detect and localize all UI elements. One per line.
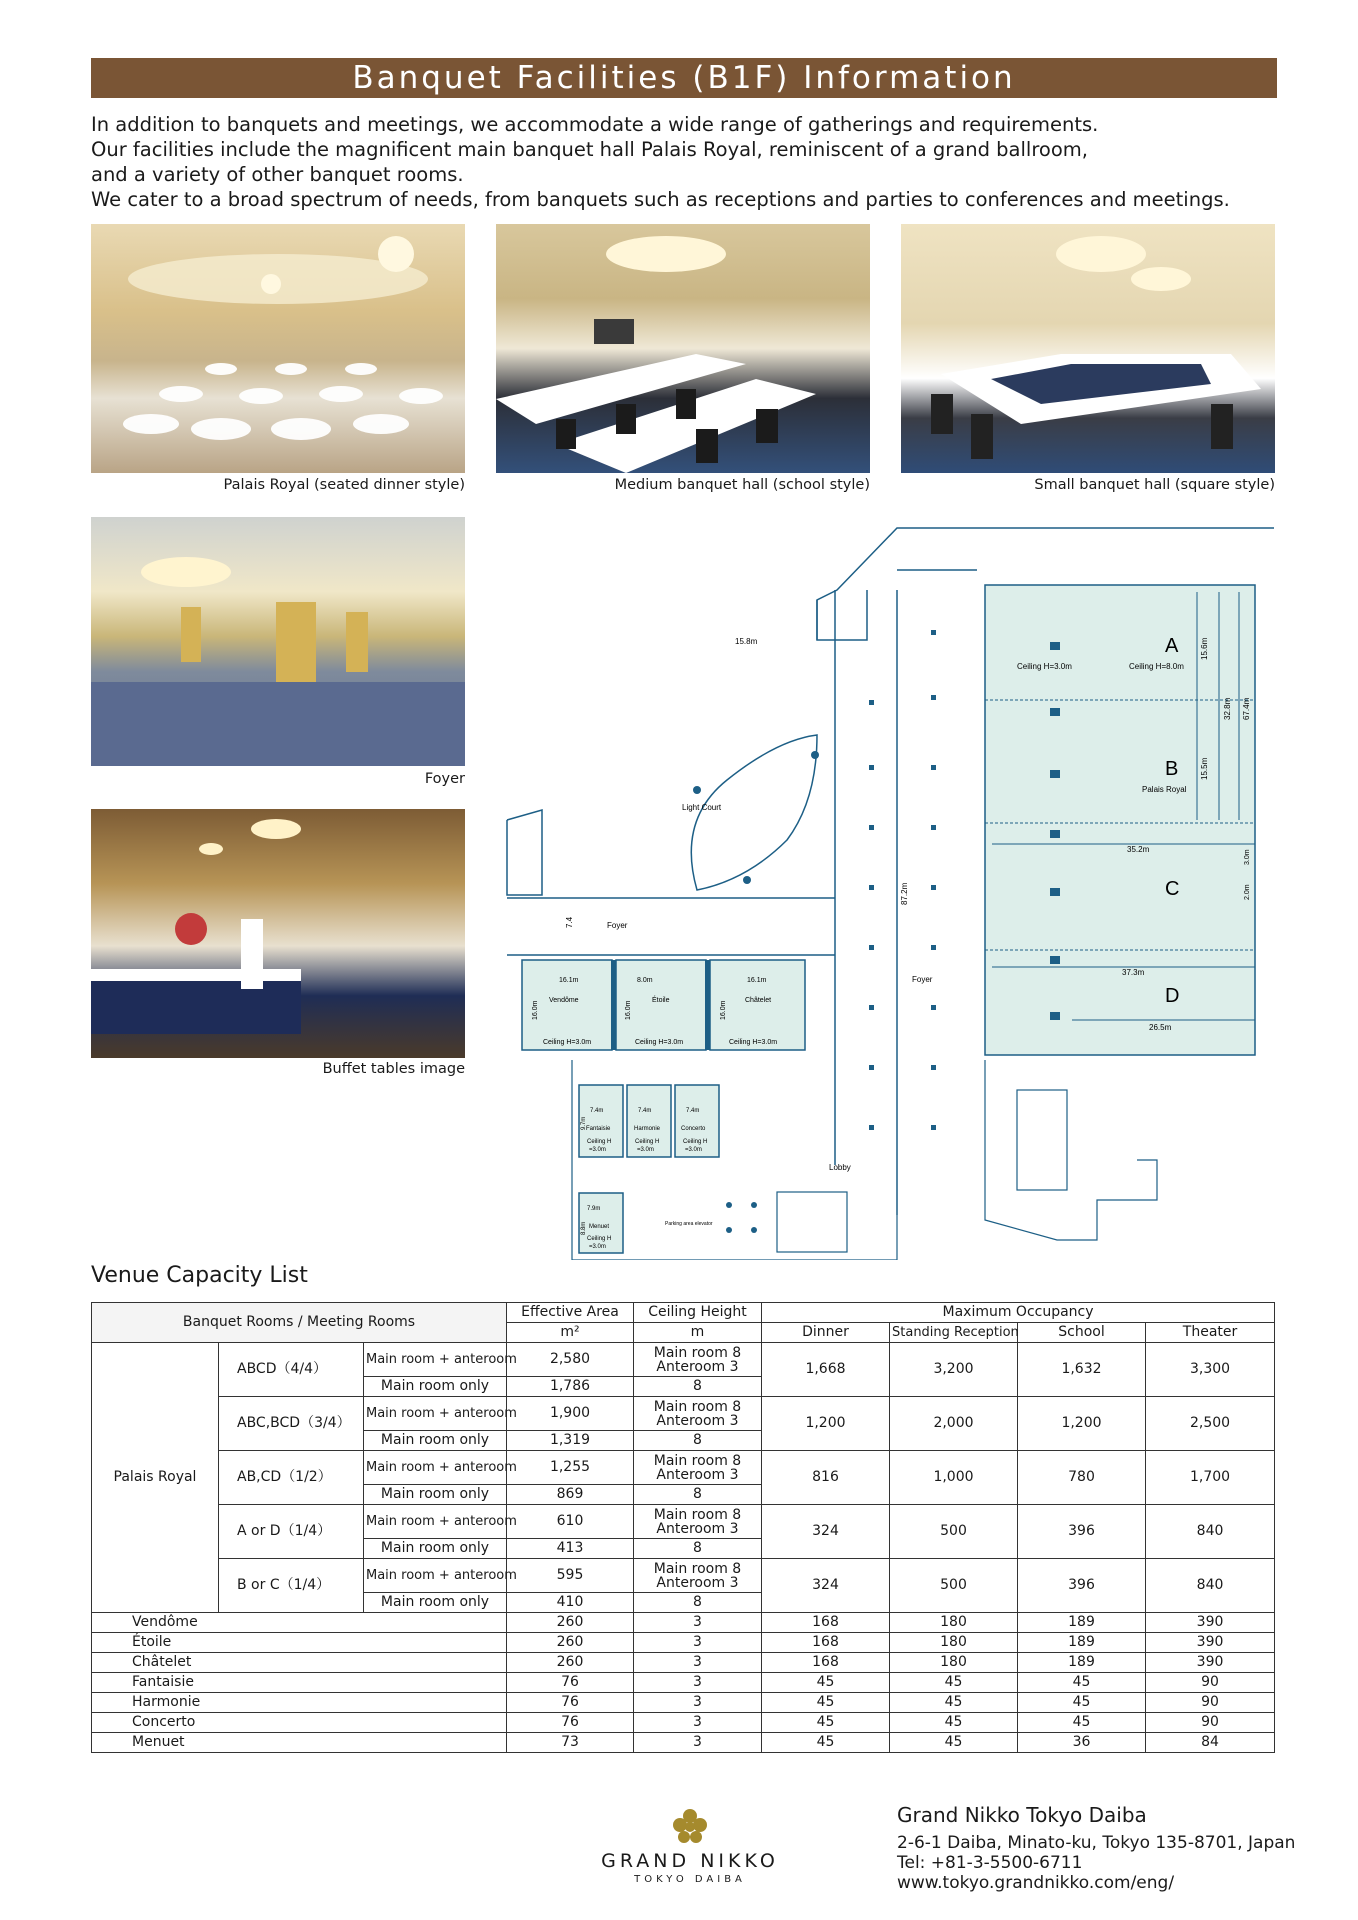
room-school: 45	[1018, 1673, 1146, 1693]
theater-cell: 1,700	[1146, 1451, 1275, 1505]
main-plus-anteroom: Main room + anteroom	[364, 1505, 507, 1539]
standing-cell: 3,200	[890, 1343, 1018, 1397]
chatelet-ceiling: Ceiling H=3.0m	[729, 1039, 778, 1046]
intro-line: and a variety of other banquet rooms.	[91, 163, 464, 186]
height-main-line: Main room 8	[653, 1560, 742, 1577]
intro-line: In addition to banquets and meetings, we accommodate a wide range of gatherings and requirements.	[91, 113, 1099, 136]
room-dinner: 168	[762, 1633, 890, 1653]
room-theater: 84	[1146, 1733, 1275, 1753]
main-room-only: Main room only	[364, 1431, 507, 1451]
lobby-label: Lobby	[829, 1163, 851, 1172]
area-with-anteroom: 610	[507, 1505, 634, 1539]
hotel-website-link[interactable]: www.tokyo.grandnikko.com/eng/	[897, 1873, 1175, 1893]
chatelet-label: Châtelet	[745, 997, 772, 1004]
etoile-depth: 16.0m	[625, 1000, 632, 1020]
room-dinner: 45	[762, 1673, 890, 1693]
room-school: 45	[1018, 1693, 1146, 1713]
standing-cell: 2,000	[890, 1397, 1018, 1451]
height-with-anteroom	[634, 1451, 762, 1485]
intro-text	[91, 112, 1291, 212]
room-area: 76	[507, 1673, 634, 1693]
room-theater: 90	[1146, 1673, 1275, 1693]
room-height: 3	[634, 1653, 762, 1673]
dinner-cell: 324	[762, 1559, 890, 1613]
table-row	[92, 1343, 1275, 1377]
room-standing: 180	[890, 1653, 1018, 1673]
height-with-anteroom	[634, 1505, 762, 1539]
medium-hall-caption: Medium banquet hall (school style)	[614, 477, 870, 493]
menuet-dim: 7.9m	[587, 1206, 601, 1212]
floor-plan	[497, 520, 1277, 1260]
concerto-ceiling: Ceiling H	[683, 1139, 708, 1145]
room-name: Harmonie	[92, 1693, 507, 1713]
dim-32-8: 32.8m	[1223, 697, 1232, 720]
light-court-label: Light Court	[682, 803, 722, 812]
palais-royal-caption: Palais Royal (seated dinner style)	[223, 477, 465, 493]
palais-config: AB,CD（1/2）	[219, 1451, 364, 1505]
room-height: 3	[634, 1713, 762, 1733]
area-unit: m²	[507, 1323, 634, 1343]
school-cell: 396	[1018, 1559, 1146, 1613]
dinner-cell: 324	[762, 1505, 890, 1559]
area-with-anteroom: 1,255	[507, 1451, 634, 1485]
room-theater: 390	[1146, 1653, 1275, 1673]
room-height: 3	[634, 1733, 762, 1753]
light-court-outline	[691, 735, 817, 890]
room-theater: 90	[1146, 1713, 1275, 1733]
foyer-right-label: Foyer	[912, 975, 933, 984]
room-name: Vendôme	[92, 1613, 507, 1633]
room-c-label: C	[1165, 878, 1180, 900]
height-with-anteroom	[634, 1397, 762, 1431]
height-ante-line: Anteroom 3	[656, 1412, 739, 1429]
room-area: 76	[507, 1713, 634, 1733]
dim-15-6: 15.6m	[1200, 637, 1209, 660]
vendome-depth: 16.0m	[532, 1000, 539, 1020]
foyer-photo	[91, 517, 465, 766]
vendome-dim: 16.1m	[559, 977, 579, 984]
table-row	[92, 1733, 1275, 1753]
area-with-anteroom: 1,900	[507, 1397, 634, 1431]
dinner-cell: 1,668	[762, 1343, 890, 1397]
buffet-photo	[91, 809, 465, 1058]
theater-cell: 2,500	[1146, 1397, 1275, 1451]
area-main-only: 410	[507, 1593, 634, 1613]
room-theater: 390	[1146, 1613, 1275, 1633]
height-main-line: Main room 8	[653, 1506, 742, 1523]
dim-3-0: 3.0m	[1244, 849, 1251, 865]
table-row	[92, 1653, 1275, 1673]
height-with-anteroom	[634, 1343, 762, 1377]
height-main-line: Main room 8	[653, 1452, 742, 1469]
concerto-dim: 7.4m	[686, 1108, 700, 1114]
room-height: 3	[634, 1693, 762, 1713]
room-school: 189	[1018, 1613, 1146, 1633]
dim-26-5: 26.5m	[1149, 1023, 1172, 1032]
hotel-address: 2-6-1 Daiba, Minato-ku, Tokyo 135-8701, Japan	[897, 1833, 1296, 1853]
area-main-only: 869	[507, 1485, 634, 1505]
harmonie-label: Harmonie	[634, 1126, 661, 1132]
dim-67-4: 67.4m	[1242, 697, 1251, 720]
page-title: Banquet Facilities (B1F) Information	[91, 58, 1277, 98]
room-area: 260	[507, 1633, 634, 1653]
room-school: 189	[1018, 1633, 1146, 1653]
intro-line: We cater to a broad spectrum of needs, from banquets such as receptions and parties to conferences and meetings.	[91, 188, 1230, 211]
palais-config: ABC,BCD（3/4）	[219, 1397, 364, 1451]
palais-config: A or D（1/4）	[219, 1505, 364, 1559]
dinner-cell: 1,200	[762, 1397, 890, 1451]
menuet-label: Menuet	[589, 1224, 610, 1230]
vendome-ceiling: Ceiling H=3.0m	[543, 1039, 592, 1046]
room-name: Fantaisie	[92, 1673, 507, 1693]
theater-header: Theater	[1146, 1323, 1275, 1343]
palais-royal-name: Palais Royal	[92, 1343, 219, 1613]
height-ante-line: Anteroom 3	[656, 1358, 739, 1375]
room-a-label: A	[1165, 635, 1179, 657]
height-ante-line: Anteroom 3	[656, 1466, 739, 1483]
vendome-label: Vendôme	[549, 997, 579, 1004]
room-standing: 180	[890, 1613, 1018, 1633]
dim-15-8: 15.8m	[735, 637, 758, 646]
theater-cell: 840	[1146, 1559, 1275, 1613]
concerto-label: Concerto	[681, 1126, 706, 1132]
room-area: 76	[507, 1693, 634, 1713]
height-ante-line: Anteroom 3	[656, 1574, 739, 1591]
room-school: 45	[1018, 1713, 1146, 1733]
flower-logo-icon	[670, 1808, 710, 1844]
chatelet-depth: 16.0m	[720, 1000, 727, 1020]
standing-cell: 500	[890, 1505, 1018, 1559]
table-row	[92, 1713, 1275, 1733]
foyer-left-label: Foyer	[607, 921, 628, 930]
room-school: 36	[1018, 1733, 1146, 1753]
main-room-only: Main room only	[364, 1485, 507, 1505]
dim-35-2: 35.2m	[1127, 845, 1150, 854]
intro-line: Our facilities include the magnificent main banquet hall Palais Royal, reminiscent of a grand ballroom,	[91, 138, 1088, 161]
chatelet-dim: 16.1m	[747, 977, 767, 984]
theater-cell: 840	[1146, 1505, 1275, 1559]
harmonie-dim: 7.4m	[638, 1108, 652, 1114]
height-main-only: 8	[634, 1539, 762, 1559]
palais-royal-area	[985, 585, 1255, 1055]
capacity-table	[91, 1302, 1275, 1753]
height-main-line: Main room 8	[653, 1344, 742, 1361]
standing-cell: 1,000	[890, 1451, 1018, 1505]
table-row	[92, 1505, 1275, 1539]
school-cell: 1,632	[1018, 1343, 1146, 1397]
height-main-line: Main room 8	[653, 1398, 742, 1415]
main-plus-anteroom: Main room + anteroom	[364, 1343, 507, 1377]
school-style-illustration	[496, 224, 870, 473]
rooms-header: Banquet Rooms / Meeting Rooms	[92, 1303, 507, 1343]
height-main-only: 8	[634, 1593, 762, 1613]
menuet-ceiling-val: =3.0m	[589, 1244, 606, 1250]
standing-header: Standing Reception	[890, 1323, 1018, 1343]
table-row	[92, 1397, 1275, 1431]
parking-elevator-label: Parking area elevator	[665, 1221, 713, 1227]
area-with-anteroom: 595	[507, 1559, 634, 1593]
room-dinner: 45	[762, 1693, 890, 1713]
dim-37-3: 37.3m	[1122, 968, 1145, 977]
room-area: 73	[507, 1733, 634, 1753]
height-main-only: 8	[634, 1485, 762, 1505]
small-hall-photo	[901, 224, 1275, 473]
palais-config: B or C（1/4）	[219, 1559, 364, 1613]
logo-subtitle: TOKYO DAIBA	[634, 1874, 746, 1885]
room-standing: 45	[890, 1733, 1018, 1753]
main-room-only: Main room only	[364, 1539, 507, 1559]
room-school: 189	[1018, 1653, 1146, 1673]
height-main-only: 8	[634, 1377, 762, 1397]
main-plus-anteroom: Main room + anteroom	[364, 1451, 507, 1485]
room-height: 3	[634, 1633, 762, 1653]
room-standing: 45	[890, 1673, 1018, 1693]
table-row	[92, 1693, 1275, 1713]
room-height: 3	[634, 1613, 762, 1633]
etoile-dim: 8.0m	[637, 977, 653, 984]
area-main-only: 413	[507, 1539, 634, 1559]
room-dinner: 168	[762, 1613, 890, 1633]
small-hall-caption: Small banquet hall (square style)	[1034, 477, 1275, 493]
buffet-caption: Buffet tables image	[322, 1061, 465, 1077]
room-name: Concerto	[92, 1713, 507, 1733]
room-area: 260	[507, 1653, 634, 1673]
table-row	[92, 1613, 1275, 1633]
room-area: 260	[507, 1613, 634, 1633]
ceiling-8-label: Ceiling H=8.0m	[1129, 662, 1184, 671]
room-b-label: B	[1165, 758, 1179, 780]
hotel-address-block	[897, 1805, 1295, 1893]
ceiling-3-label: Ceiling H=3.0m	[1017, 662, 1072, 671]
theater-cell: 3,300	[1146, 1343, 1275, 1397]
palais-royal-label: Palais Royal	[1142, 785, 1187, 794]
school-cell: 396	[1018, 1505, 1146, 1559]
occupancy-header: Maximum Occupancy	[762, 1303, 1275, 1323]
room-theater: 90	[1146, 1693, 1275, 1713]
height-ante-line: Anteroom 3	[656, 1520, 739, 1537]
small-room-depth: 9.7m	[581, 1116, 587, 1130]
area-main-only: 1,786	[507, 1377, 634, 1397]
school-cell: 1,200	[1018, 1397, 1146, 1451]
logo-name: GRAND NIKKO	[601, 1850, 779, 1872]
grand-nikko-logo	[590, 1808, 790, 1885]
main-room-only: Main room only	[364, 1377, 507, 1397]
height-main-only: 8	[634, 1431, 762, 1451]
table-row	[92, 1451, 1275, 1485]
etoile-label: Étoile	[652, 997, 670, 1004]
main-plus-anteroom: Main room + anteroom	[364, 1397, 507, 1431]
concerto-ceiling-val: =3.0m	[685, 1147, 702, 1153]
foyer-caption: Foyer	[424, 771, 465, 787]
fantaisie-dim: 7.4m	[590, 1108, 604, 1114]
table-row	[92, 1559, 1275, 1593]
room-standing: 45	[890, 1693, 1018, 1713]
buffet-illustration	[91, 809, 465, 1058]
hotel-phone: Tel: +81-3-5500-6711	[897, 1853, 1083, 1873]
hotel-name: Grand Nikko Tokyo Daiba	[897, 1803, 1147, 1827]
harmonie-ceiling-val: =3.0m	[637, 1147, 654, 1153]
fantaisie-label: Fantaisie	[586, 1126, 611, 1132]
room-name: Châtelet	[92, 1653, 507, 1673]
room-height: 3	[634, 1673, 762, 1693]
table-row	[92, 1673, 1275, 1693]
room-d-label: D	[1165, 985, 1180, 1007]
area-main-only: 1,319	[507, 1431, 634, 1451]
room-dinner: 45	[762, 1733, 890, 1753]
room-dinner: 45	[762, 1713, 890, 1733]
main-room-only: Main room only	[364, 1593, 507, 1613]
fantaisie-ceiling: Ceiling H	[587, 1139, 612, 1145]
room-name: Étoile	[92, 1633, 507, 1653]
area-header: Effective Area	[507, 1303, 634, 1323]
palais-config: ABCD（4/4）	[219, 1343, 364, 1397]
etoile-ceiling: Ceiling H=3.0m	[635, 1039, 684, 1046]
dinner-header: Dinner	[762, 1323, 890, 1343]
ballroom-illustration	[91, 224, 465, 473]
height-unit: m	[634, 1323, 762, 1343]
menuet-ceiling: Ceiling H	[587, 1236, 612, 1242]
dim-7-4: 7.4	[565, 916, 574, 928]
foyer-illustration	[91, 517, 465, 766]
fantaisie-ceiling-val: =3.0m	[589, 1147, 606, 1153]
capacity-list-title: Venue Capacity List	[91, 1263, 308, 1288]
dinner-cell: 816	[762, 1451, 890, 1505]
school-cell: 780	[1018, 1451, 1146, 1505]
menuet-depth: 8.8m	[581, 1221, 587, 1235]
palais-royal-photo	[91, 224, 465, 473]
dim-2-0: 2.0m	[1244, 884, 1251, 900]
square-style-illustration	[901, 224, 1275, 473]
room-standing: 45	[890, 1713, 1018, 1733]
dim-15-5: 15.5m	[1200, 757, 1209, 780]
harmonie-ceiling: Ceiling H	[635, 1139, 660, 1145]
standing-cell: 500	[890, 1559, 1018, 1613]
dim-87-2: 87.2m	[900, 882, 909, 905]
medium-hall-photo	[496, 224, 870, 473]
table-row	[92, 1633, 1275, 1653]
room-standing: 180	[890, 1633, 1018, 1653]
room-name: Menuet	[92, 1733, 507, 1753]
room-theater: 390	[1146, 1633, 1275, 1653]
school-header: School	[1018, 1323, 1146, 1343]
main-plus-anteroom: Main room + anteroom	[364, 1559, 507, 1593]
area-with-anteroom: 2,580	[507, 1343, 634, 1377]
height-with-anteroom	[634, 1559, 762, 1593]
room-dinner: 168	[762, 1653, 890, 1673]
height-header: Ceiling Height	[634, 1303, 762, 1323]
